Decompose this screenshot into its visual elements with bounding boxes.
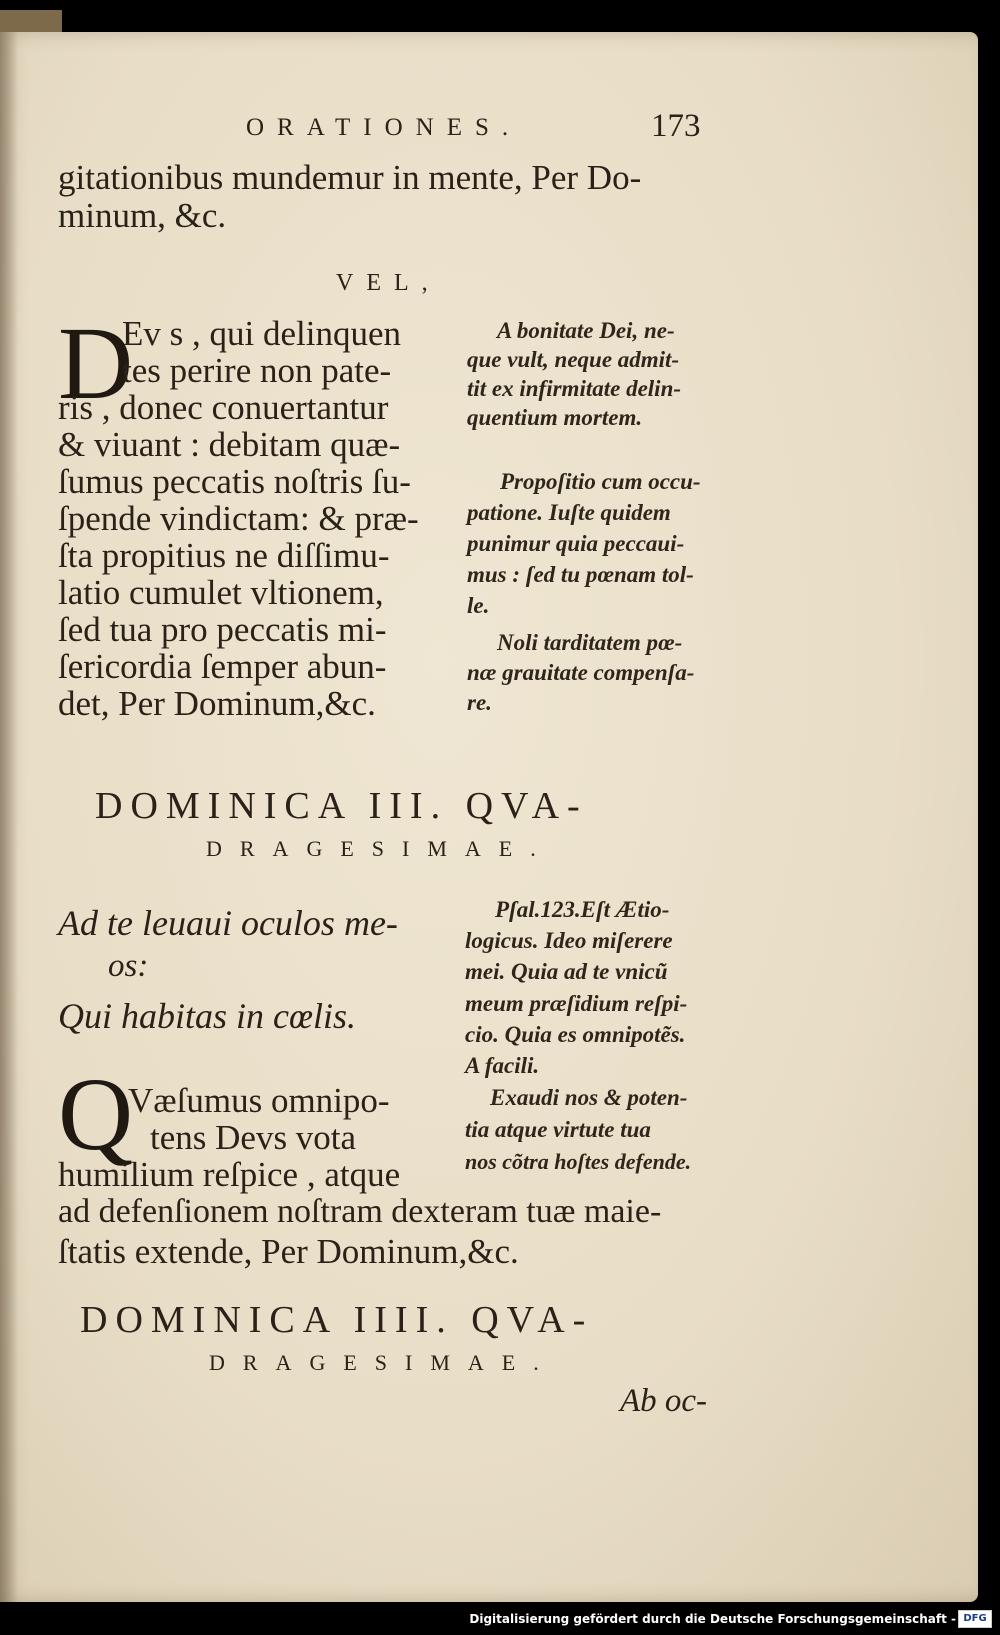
section-subheading: DRAGESIMAE. [206, 836, 554, 861]
margin-note: Exaudi nos & poten- [490, 1085, 688, 1110]
margin-note: cio. Quia es omnipotẽs. [465, 1022, 686, 1047]
prayer2-line: tens Devs vota [150, 1118, 357, 1157]
margin-note: Noli tarditatem pœ- [497, 630, 683, 655]
prayer2-line: humilium reſpice , atque [58, 1155, 401, 1194]
prayer1-line: ſpende vindictam: & præ- [58, 499, 419, 538]
margin-note: logicus. Ideo miſerere [465, 928, 673, 953]
prayer1-line: ris , donec conuertantur [58, 388, 389, 427]
prayer1-line: det, Per Dominum,&c. [58, 684, 376, 723]
section-heading: DOMINICA IIII. QVA- [80, 1299, 594, 1341]
page-number: 173 [651, 108, 701, 144]
psalm-line: os: [108, 948, 149, 984]
margin-note: tia atque virtute tua [465, 1117, 651, 1142]
margin-note: le. [467, 593, 490, 618]
psalm-line: Qui habitas in cœlis. [58, 996, 357, 1036]
funding-notice: Digitalisierung gefördert durch die Deutsche Forschungsgemeinschaft - [469, 1612, 956, 1626]
prayer1-line: latio cumulet vltionem, [58, 573, 384, 612]
margin-note: Propoſitio cum occu- [500, 469, 701, 494]
catchword: Ab oc- [620, 1383, 708, 1419]
margin-note: tit ex infirmitate delin- [467, 376, 682, 401]
margin-note: re. [467, 690, 492, 715]
section-heading: DOMINICA III. QVA- [95, 785, 588, 827]
prayer1-line: ſta propitius ne diſſimu- [58, 536, 390, 575]
prayer1-line: ſericordia ſemper abun- [58, 647, 387, 686]
margin-note: meum præſidium reſpi- [465, 991, 688, 1016]
prayer1-line: ſed tua pro peccatis mi- [58, 610, 387, 649]
prayer1-line: tes perire non pate- [122, 351, 392, 390]
continuation-line-2: minum, &c. [58, 196, 227, 235]
psalm-line: Ad te leuaui oculos me- [58, 903, 398, 943]
book-tab [0, 10, 62, 32]
margin-note: A facili. [465, 1053, 540, 1078]
margin-note: mei. Quia ad te vnicũ [465, 959, 668, 984]
margin-note: mus : ſed tu pœnam tol- [467, 562, 694, 587]
prayer2-line: Væſumus omnipo- [128, 1081, 390, 1120]
margin-note: que vult, neque admit- [467, 347, 680, 372]
continuation-line-1: gitationibus mundemur in mente, Per Do- [58, 158, 642, 197]
drop-capital-d: D [58, 306, 134, 421]
margin-note: patione. Iuſte quidem [467, 500, 671, 525]
margin-note: nos cõtra hoſtes defende. [465, 1149, 692, 1174]
prayer1-line: Ev s , qui delinquen [122, 314, 401, 353]
prayer1-line: ſumus peccatis noſtris ſu- [58, 462, 411, 501]
vel-heading: VEL, [336, 270, 441, 296]
prayer1-line: & viuant : debitam quæ- [58, 425, 401, 464]
margin-note: næ grauitate compenſa- [467, 660, 695, 685]
margin-note: quentium mortem. [467, 405, 643, 430]
gutter-shadow [0, 32, 18, 1602]
margin-note: punimur quia peccaui- [467, 531, 685, 556]
margin-note: A bonitate Dei, ne- [497, 318, 675, 343]
dfg-logo: DFG [958, 1610, 992, 1628]
prayer2-line: ſtatis extende, Per Dominum,&c. [58, 1232, 519, 1271]
running-title: ORATIONES. [246, 114, 522, 141]
margin-note: Pſal.123.Eſt Ætio- [495, 897, 670, 922]
section-subheading: DRAGESIMAE. [209, 1350, 557, 1375]
drop-capital-q: Q [58, 1057, 134, 1172]
prayer2-line: ad defenſionem noſtram dexteram tuæ maie- [58, 1193, 662, 1230]
